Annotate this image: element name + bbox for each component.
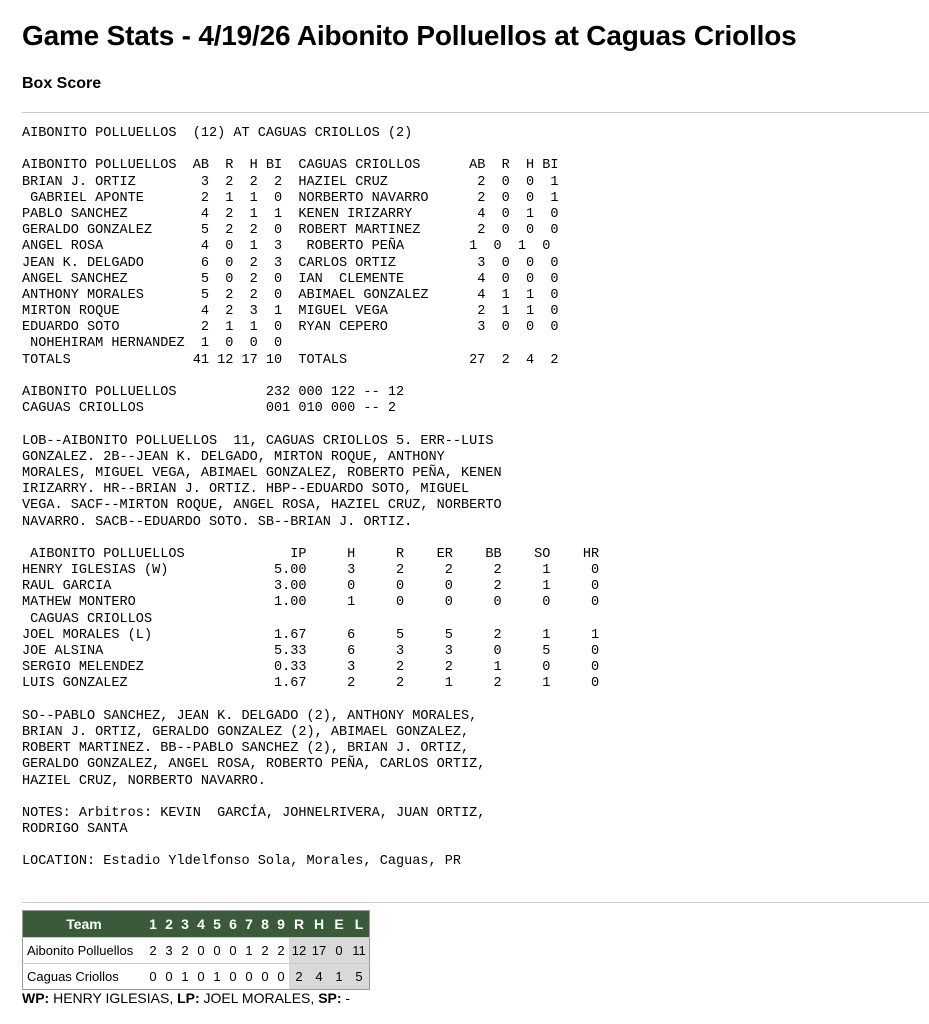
linescore-row-home — [23, 964, 370, 990]
box-score-text: AIBONITO POLLUELLOS (12) AT CAGUAS CRIOLLOS (2) AIBONITO POLLUELLOS AB R H BI CAGUAS CRIOLLOS AB R H BI BRIAN J. ORTIZ 3 2 2 2 HAZIEL CRUZ 2 0 0 1 GABRIEL APONTE 2 1 1 0 NORBERTO NAVARRO 2 0 0 1 PABLO SANCHEZ 4 2 1 1 KENEN IRIZARRY 4 0 1 0 GERALDO GONZALEZ 5 2 2 0 ROBERT MARTINEZ 2 0 0 0 ANGEL ROSA 4 0 1 3 ROBERTO PEÑA 1 0 1 0 JEAN K. DELGADO 6 0 2 3 CARLOS ORTIZ 3 0 0 0 ANGEL SANCHEZ 5 0 2 0 IAN CLEMENTE 4 0 0 0 ANTHONY MORALES 5 2 2 0 ABIMAEL GONZALEZ 4 1 1 0 MIRTON ROQUE 4 2 3 1 MIGUEL VEGA 2 1 1 0 EDUARDO SOTO 2 1 1 0 RYAN CEPERO 3 0 0 0 NOHEHIRAM HERNANDEZ 1 0 0 0 TOTALS 41 12 17 10 TOTALS 27 2 4 2 AIBONITO POLLUELLOS 232 000 122 -- 12 CAGUAS CRIOLLOS 001 010 000 -- 2 LOB--AIBONITO POLLUELLOS 11, CAGUAS CRIOLLOS 5. ERR--LUIS GONZALEZ. 2B--JEAN K. DELGADO, MIRTON ROQUE, ANTHONY MORALES, MIGUEL VEGA, ABIMAEL GONZALEZ, ROBERTO PEÑA, KENEN IRIZARRY. HR--BRIAN J. ORTIZ. HBP--EDUARDO SOTO, MIGUEL VEGA. SACF--MIRTON ROQUE, ANGEL ROSA, HAZIEL CRUZ, NORBERTO NAVARRO. SACB--EDUARDO SOTO. SB--BRIAN J. ORTIZ. AIBONITO POLLUELLOS IP H R ER BB SO HR HENRY IGLESIAS (W) 5.00 3 2 2 2 1 0 RAUL GARCIA 3.00 0 0 0 2 1 0 MATHEW MONTERO 1.00 1 0 0 0 0 0 CAGUAS CRIOLLOS JOEL MORALES (L) 1.67 6 5 5 2 1 1 JOE ALSINA 5.33 6 3 3 0 5 0 SERGIO MELENDEZ 0.33 3 2 2 1 0 0 LUIS GONZALEZ 1.67 2 2 1 2 1 0 SO--PABLO SANCHEZ, JEAN K. DELGADO (2), ANTHONY MORALES, BRIAN J. ORTIZ, GERALDO GONZALEZ (2), ABIMAEL GONZALEZ, ROBERT MARTINEZ. BB--PABLO SANCHEZ (2), BRIAN J. ORTIZ, GERALDO GONZALEZ, ANGEL ROSA, ROBERTO PEÑA, CARLOS ORTIZ, HAZIEL CRUZ, NORBERTO NAVARRO. NOTES: Arbitros: KEVIN GARCÍA, JOHNELRIVERA, JUAN ORTIZ, RODRIGO SANTA LOCATION: Estadio Yldelfonso Sola, Morales, Caguas, PR — [22, 126, 600, 870]
linescore-inning-cell: 0 — [193, 964, 209, 990]
linescore-header-lob: L — [349, 911, 370, 938]
linescore-header-inning: 4 — [193, 911, 209, 938]
linescore-header-inning: 2 — [161, 911, 177, 938]
section-heading-box-score: Box Score — [22, 75, 102, 92]
linescore-header-inning: 6 — [225, 911, 241, 938]
linescore-header-inning: 7 — [241, 911, 257, 938]
linescore-row-away — [23, 938, 370, 964]
linescore-team-name: Caguas Criollos — [23, 964, 146, 990]
linescore-lob-total: 11 — [349, 938, 370, 964]
winning-pitcher: HENRY IGLESIAS — [53, 990, 170, 1006]
linescore-inning-cell: 0 — [193, 938, 209, 964]
page-title: Game Stats - 4/19/26 Aibonito Polluellos at Caguas Criollos — [22, 20, 797, 51]
linescore-runs-total: 12 — [289, 938, 309, 964]
linescore-inning-cell: 1 — [209, 964, 225, 990]
linescore-header-team: Team — [23, 911, 146, 938]
linescore-inning-cell: 0 — [241, 964, 257, 990]
linescore-inning-cell: 3 — [161, 938, 177, 964]
linescore-header-inning: 8 — [257, 911, 273, 938]
linescore-inning-cell: 0 — [225, 964, 241, 990]
linescore-errors-total: 1 — [329, 964, 349, 990]
linescore-header-inning: 3 — [177, 911, 193, 938]
linescore-team-name: Aibonito Polluellos — [23, 938, 146, 964]
linescore-inning-cell: 1 — [177, 964, 193, 990]
sp-label: SP: — [318, 990, 342, 1006]
linescore-hits-total: 17 — [309, 938, 329, 964]
linescore-table — [22, 910, 370, 990]
linescore-inning-cell: 2 — [273, 938, 289, 964]
pitching-decisions: WP: HENRY IGLESIAS, LP: JOEL MORALES, SP: - — [22, 990, 351, 1006]
linescore-header-runs: R — [289, 911, 309, 938]
linescore-inning-cell: 0 — [161, 964, 177, 990]
linescore-header-hits: H — [309, 911, 329, 938]
linescore-header-inning: 9 — [273, 911, 289, 938]
wp-label: WP: — [22, 990, 50, 1006]
lp-label: LP: — [177, 990, 200, 1006]
linescore-hits-total: 4 — [309, 964, 329, 990]
save-pitcher: - — [345, 990, 351, 1006]
linescore-inning-cell: 0 — [273, 964, 289, 990]
linescore-inning-cell: 0 — [145, 964, 161, 990]
divider-top — [22, 112, 929, 113]
linescore-inning-cell: 0 — [225, 938, 241, 964]
linescore-inning-cell: 1 — [241, 938, 257, 964]
linescore-header-row — [23, 911, 370, 938]
linescore-header-inning: 1 — [145, 911, 161, 938]
linescore-inning-cell: 2 — [257, 938, 273, 964]
losing-pitcher: JOEL MORALES — [203, 990, 311, 1006]
linescore-inning-cell: 0 — [209, 938, 225, 964]
linescore-lob-total: 5 — [349, 964, 370, 990]
linescore-errors-total: 0 — [329, 938, 349, 964]
linescore-inning-cell: 0 — [257, 964, 273, 990]
linescore-header-inning: 5 — [209, 911, 225, 938]
linescore-header-errors: E — [329, 911, 349, 938]
linescore-inning-cell: 2 — [145, 938, 161, 964]
linescore-inning-cell: 2 — [177, 938, 193, 964]
linescore-runs-total: 2 — [289, 964, 309, 990]
divider-bottom — [22, 902, 929, 903]
